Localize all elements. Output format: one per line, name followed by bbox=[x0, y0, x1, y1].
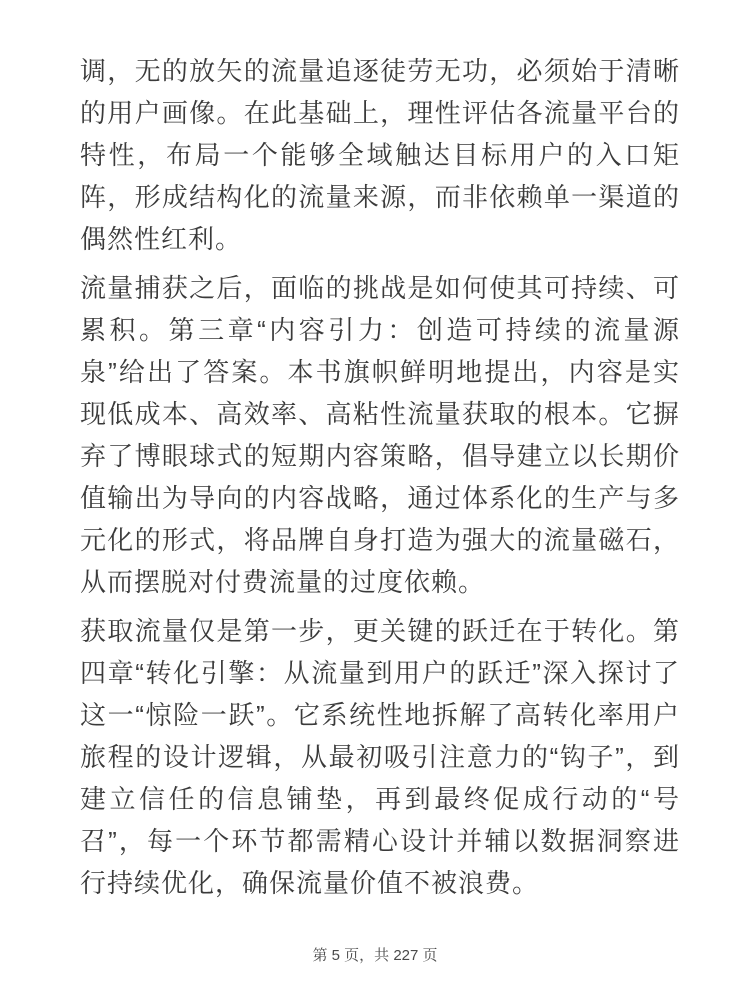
paragraph-3: 获取流量仅是第一步，更关键的跃迁在于转化。第四章“转化引擎：从流量到用户的跃迁”深入探讨了这一“惊险一跃”。它系统性地拆解了高转化率用户旅程的设计逻辑，从最初吸引注意力的“钩子”，到建立信任的信息铺垫，再到最终促成行动的“号召”，每一个环节都需精心设计并辅以数据洞察进行持续优化，确保流量价值不被浪费。 bbox=[80, 616, 680, 898]
page-number-label: 第 5 页，共 227 页 bbox=[312, 947, 438, 964]
paragraph-1: 调，无的放矢的流量追逐徒劳无功，必须始于清晰的用户画像。在此基础上，理性评估各流量平台的特性，布局一个能够全域触达目标用户的入口矩阵，形成结构化的流量来源，而非依赖单一渠道的偶然性红利。 bbox=[80, 56, 680, 254]
page-footer bbox=[0, 946, 750, 966]
paragraph-2: 流量捕获之后，面临的挑战是如何使其可持续、可累积。第三章“内容引力：创造可持续的流量源泉”给出了答案。本书旗帜鲜明地提出，内容是实现低成本、高效率、高粘性流量获取的根本。它摒弃了博眼球式的短期内容策略，倡导建立以长期价值输出为导向的内容战略，通过体系化的生产与多元化的形式，将品牌自身打造为强大的流量磁石，从而摆脱对付费流量的过度依赖。 bbox=[80, 273, 680, 597]
